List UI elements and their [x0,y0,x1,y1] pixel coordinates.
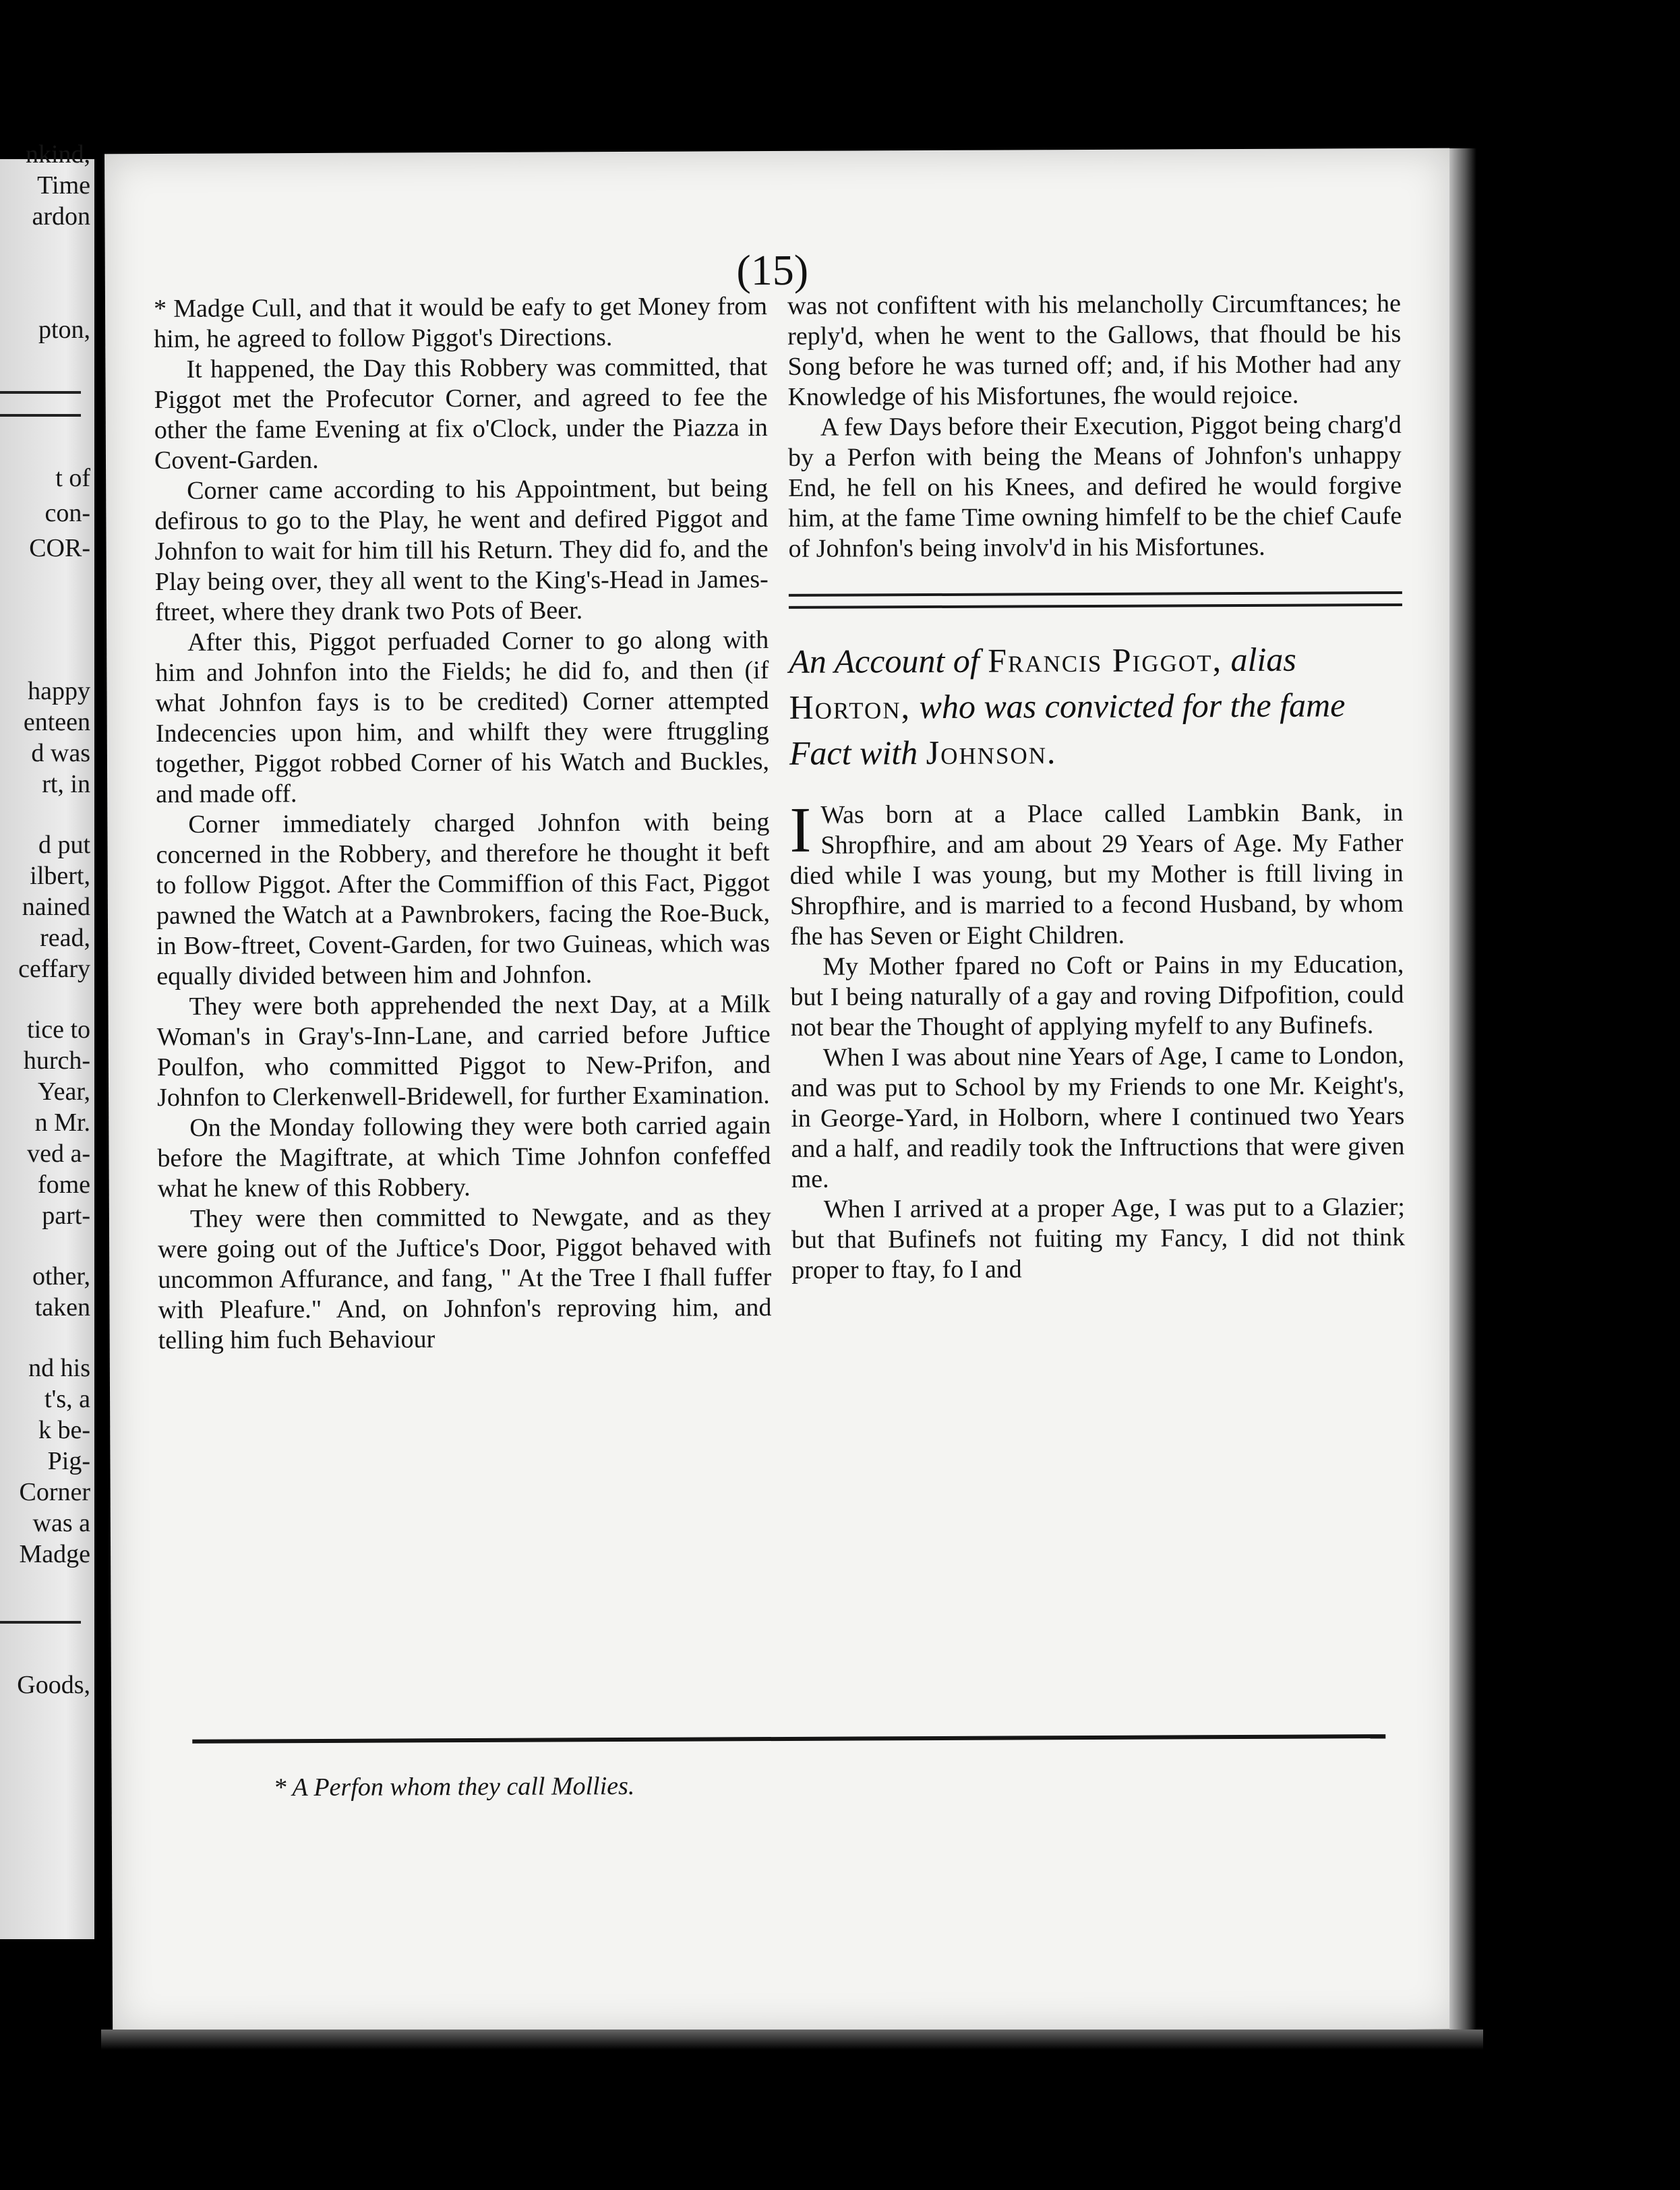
previous-page-text: Madge [19,1540,90,1568]
previous-page-text: Goods, [17,1671,90,1699]
previous-page-text: ved a- [27,1140,90,1168]
previous-page-text: ilbert, [30,862,90,890]
previous-page-text: rt, in [42,770,90,798]
previous-page-text: read, [40,924,90,952]
heading-text: who was convicted for the fame Fact with [789,686,1346,772]
previous-page-text: nained [22,893,90,921]
bottom-shadow [101,2030,1483,2050]
account-heading [789,636,1403,776]
previous-page-text: happy [28,677,90,705]
previous-page-text: other, [32,1262,90,1291]
previous-page-text: part- [42,1202,90,1230]
paragraph: On the Monday following they were both carried again before the Magiftrate, at which Time Johnfon confeffed what he knew of this Robbery. [157,1111,771,1204]
previous-page-text: Year, [37,1077,90,1106]
book-page [104,148,1458,2036]
previous-page-text: pton, [38,316,90,344]
previous-page-text: ardon [32,202,90,231]
previous-page-text: hurch- [23,1046,90,1075]
paragraph: My Mother fpared no Coft or Pains in my Education, but I being naturally of a gay and roving Difpofition, could not bear the Thought of applying myfelf to any Bufinefs. [790,949,1404,1042]
account-body [790,949,1405,1286]
previous-page-text: d put [38,831,90,859]
previous-page-text: Pig- [47,1447,90,1475]
previous-page-text: enteen [23,708,90,736]
left-column [154,291,772,1356]
previous-page-text: fome [37,1171,90,1199]
previous-page-text: nkind, [25,140,90,169]
previous-page-text: t's, a [44,1385,90,1413]
paragraph: After this, Piggot perfuaded Corner to go along with him and Johnfon into the Fields; he did fo, and then (if what Johnfon fays is to be credited) Corner attempted Indecencies upon him, and whilft they were ftruggling together, Piggot robbed Corner of his Watch and Buckles, and made off. [155,626,770,809]
previous-page-rule [0,391,81,394]
section-divider [789,591,1402,612]
right-column [787,289,1405,1286]
paragraph: Corner immediately charged Johnfon with being concerned in the Robbery, and therefore he thought it beft to follow Piggot. After the Commiffion of this Fact, Piggot pawned the Watch at a Pawnbrokers, facing the Roe-Buck, in Bow-ftreet, Covent-Garden, for two Guineas, which was equally divided between him and Johnfon. [156,808,771,991]
paragraph: Corner came according to his Appointment, but being defirous to go to the Play, he went and defired Piggot and Johnfon to wait for him till his Return. They did fo, and the Play being over, they all went to the King's-Head in James-ftreet, where they drank two Pots of Beer. [154,474,769,627]
previous-page-text: Time [37,171,90,200]
right-column-continuation [787,289,1402,564]
heading-with: Johnson. [926,733,1057,772]
previous-page-rule [0,414,81,417]
heading-text: alias [1222,640,1296,679]
paragraph: When I was about nine Years of Age, I came to London, and was put to School by my Friends to one Mr. Keight's, in George-Yard, in Holborn, where I continued two Years and a half, and readily took the Inftructions that were given me. [790,1040,1405,1193]
previous-page-text: n Mr. [34,1108,90,1137]
previous-page-text: was a [32,1509,90,1537]
previous-page-text: t of [55,464,90,492]
previous-page-text: tice to [27,1015,90,1044]
paragraph: It happened, the Day this Robbery was committed, that Piggot met the Profecutor Corner, and agreed to fee the other the fame Evening at fix o'Clock, under the Piazza in Covent-Garden. [154,353,768,475]
previous-page-text: ceffary [18,955,90,983]
previous-page-text: d was [31,739,90,767]
page-edge-shadow [1449,148,1476,2036]
account-first-paragraph [789,793,1404,952]
previous-page-edge [0,140,94,1939]
paragraph: * Madge Cull, and that it would be eafy to get Money from him, he agreed to follow Piggot's Directions. [153,292,768,354]
paragraph: They were then committed to Newgate, and as they were going out of the Juftice's Door, Piggot behaved with uncommon Affurance, and fang, " At the Tree I fhall fuffer with Pleafure." And, on Johnfon's reproving him, and telling him fuch Behaviour [158,1202,772,1355]
paragraph: They were both apprehended the next Day, at a Milk Woman's in Gray's-Inn-Lane, and carried before Juftice Poulfon, who committed Piggot to New-Prifon, and Johnfon to Clerkenwell-Bridewell, for further Examination. [156,990,771,1113]
heading-alias: Horton, [789,688,911,726]
paragraph-text: Was born at a Place called Lambkin Bank, in Shropfhire, and am about 29 Years of Age. My Father died while I was young, but my Mother is ftill living in Shropfhire, and is married to a fecond Husband, by whom fhe has Seven or Eight Children. [789,798,1404,951]
paragraph: When I arrived at a proper Age, I was put to a Glazier; but that Bufinefs not fuiting my Fancy, I did not think proper to ftay, fo I and [791,1192,1406,1284]
footnote: * A Perfon whom they call Mollies. [273,1771,635,1802]
previous-page-text: Corner [19,1478,90,1506]
paragraph: was not confiftent with his melancholly Circumftances; he reply'd, when he went to the Gallows, that fhould be his Song before he was turned off; and, if his Mother had any Knowledge of his Misfortunes, fhe would rejoice. [787,289,1402,411]
drop-cap: I [789,793,812,866]
previous-page-text: nd his [28,1354,90,1382]
heading-text: An Account of [789,641,988,680]
previous-page-text: COR- [29,534,90,562]
previous-page-text: con- [44,499,90,527]
previous-page-text: k be- [38,1416,90,1444]
previous-page-text: taken [34,1293,90,1322]
previous-page-rule [0,1621,81,1624]
footnote-rule [192,1734,1385,1744]
paragraph: A few Days before their Execution, Piggot being charg'd by a Perfon with being the Means of Johnfon's unhappy End, he fell on his Knees, and defired he would forgive him, at the fame Time owning himfelf to be the chief Caufe of Johnfon's being involv'd in his Misfortunes. [787,410,1402,563]
page-number: (15) [736,245,809,295]
heading-name: Francis Piggot, [988,641,1223,680]
